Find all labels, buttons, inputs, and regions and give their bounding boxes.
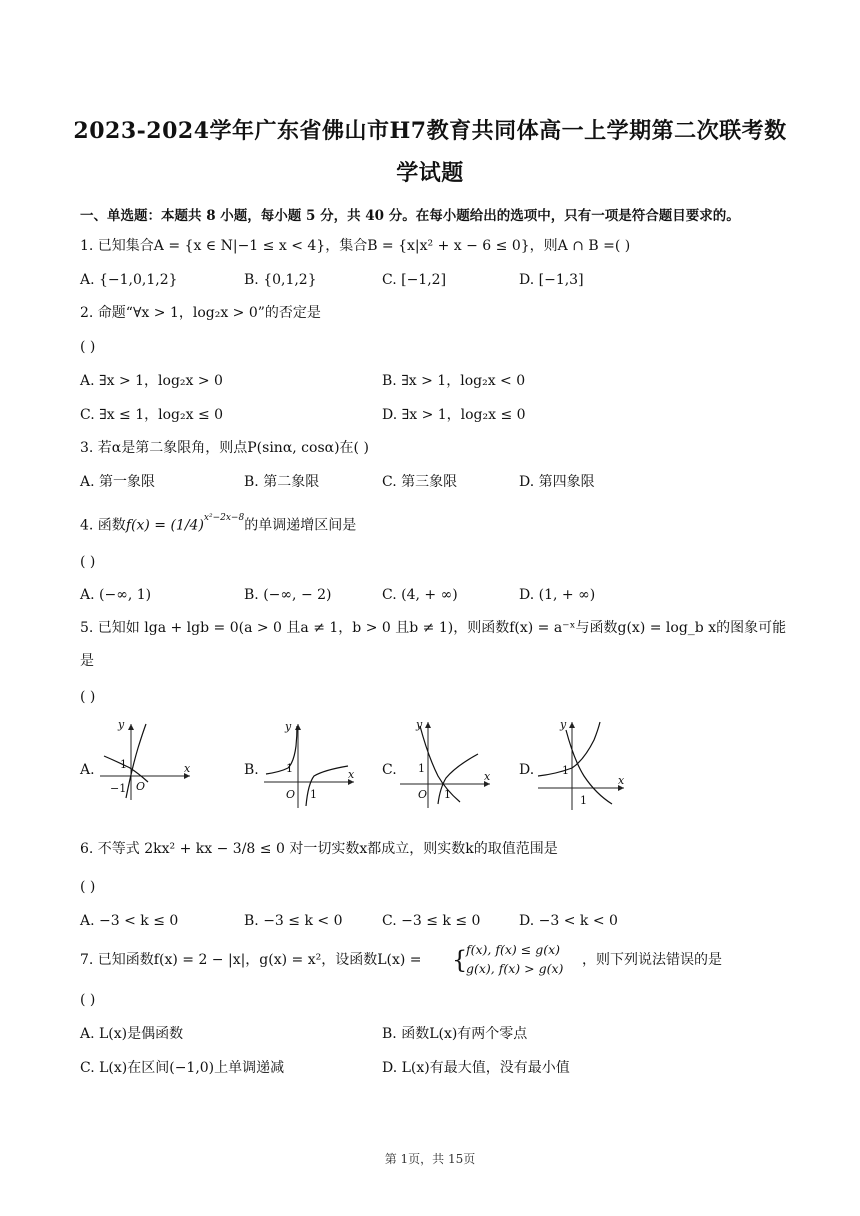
q6-option-a: A. −3 < k ≤ 0 bbox=[80, 913, 179, 929]
q4-paren: ( ) bbox=[80, 554, 96, 570]
doc-title-line2: 学试题 bbox=[396, 160, 464, 186]
q7-paren: ( ) bbox=[80, 992, 96, 1008]
graph-b-y-label: y bbox=[285, 720, 292, 733]
question-4-stem bbox=[80, 512, 356, 536]
question-3-stem: 3. 若α是第二象限角，则点P(sinα, cosα)在( ) bbox=[80, 440, 369, 456]
graph-a-y-label: y bbox=[118, 718, 125, 731]
q1-option-a: A. {−1,0,1,2} bbox=[80, 272, 178, 288]
q5-graph-a bbox=[96, 718, 196, 802]
q4-option-b: B. (−∞, − 2) bbox=[244, 587, 332, 603]
q3-option-b: B. 第二象限 bbox=[244, 474, 320, 490]
graph-c-x-label: x bbox=[484, 770, 491, 783]
q4-stem-suffix: 的单调递增区间是 bbox=[244, 517, 357, 534]
q7-brace: { bbox=[452, 946, 468, 974]
q7-stem-suffix: ，则下列说法错误的是 bbox=[582, 952, 722, 968]
q7-option-b: B. 函数L(x)有两个零点 bbox=[382, 1026, 528, 1042]
graph-c-one: 1 bbox=[418, 762, 425, 775]
question-5-stem: 5. 已知如 lga + lgb = 0(a > 0 且a ≠ 1，b > 0 且b ≠ 1)，则函数f(x) = a⁻ˣ与函数g(x) = log_b x的图象可能 bbox=[80, 620, 787, 636]
q5-option-d: D. bbox=[519, 762, 535, 778]
q5-option-b: B. bbox=[244, 762, 259, 778]
question-2-stem: 2. 命题“∀x > 1，log₂x > 0”的否定是 bbox=[80, 305, 321, 321]
graph-b-origin: O bbox=[286, 788, 296, 801]
q4-stem-prefix: 4. 函数 bbox=[80, 517, 126, 534]
q1-option-d: D. [−1,3] bbox=[519, 272, 584, 288]
q2-option-d: D. ∃x > 1，log₂x ≤ 0 bbox=[382, 407, 526, 423]
q2-option-a: A. ∃x > 1，log₂x > 0 bbox=[80, 373, 223, 389]
question-6-stem: 6. 不等式 2kx² + kx − 3/8 ≤ 0 对一切实数x都成立，则实数k的取值范围是 bbox=[80, 841, 558, 857]
q4-exponent: x²−2x−8 bbox=[203, 513, 245, 523]
q2-paren: ( ) bbox=[80, 339, 96, 355]
graph-a-neg-one: −1 bbox=[110, 782, 127, 795]
q7-piece-2: g(x), f(x) > g(x) bbox=[466, 961, 564, 976]
q7-option-c: C. L(x)在区间(−1,0)上单调递减 bbox=[80, 1060, 285, 1076]
graph-c-y-label: y bbox=[416, 718, 423, 731]
section-heading: 一、单选题：本题共 8 小题，每小题 5 分，共 40 分。在每小题给出的选项中，只有一项是符合题目要求的。 bbox=[80, 208, 740, 224]
q7-option-d: D. L(x)有最大值，没有最小值 bbox=[382, 1060, 570, 1076]
q3-option-d: D. 第四象限 bbox=[519, 474, 595, 490]
q6-option-b: B. −3 ≤ k < 0 bbox=[244, 913, 343, 929]
q2-option-c: C. ∃x ≤ 1，log₂x ≤ 0 bbox=[80, 407, 224, 423]
q7-piece-1: f(x), f(x) ≤ g(x) bbox=[466, 942, 561, 957]
q5-graph-d bbox=[536, 716, 628, 812]
graph-a-x-label: x bbox=[184, 762, 191, 775]
graph-c-x-one: 1 bbox=[444, 788, 451, 801]
q1-option-b: B. {0,1,2} bbox=[244, 272, 317, 288]
doc-title-line1: 2023-2024学年广东省佛山市H7教育共同体高一上学期第二次联考数 bbox=[73, 118, 787, 144]
q3-option-a: A. 第一象限 bbox=[80, 474, 156, 490]
graph-d-y-label: y bbox=[560, 718, 567, 731]
q5-graph-c bbox=[398, 716, 498, 810]
q5-option-a: A. bbox=[80, 762, 95, 778]
graph-b-one: 1 bbox=[286, 762, 293, 775]
q2-option-b: B. ∃x > 1，log₂x < 0 bbox=[382, 373, 526, 389]
graph-a-origin: O bbox=[136, 780, 146, 793]
graph-b-x-one: 1 bbox=[310, 788, 317, 801]
graph-a-one: 1 bbox=[120, 758, 127, 771]
graph-d-one: 1 bbox=[562, 764, 569, 777]
q7-option-a: A. L(x)是偶函数 bbox=[80, 1026, 184, 1042]
q6-paren: ( ) bbox=[80, 879, 96, 895]
question-5-stem-cont: 是 bbox=[80, 653, 94, 669]
q6-option-d: D. −3 < k < 0 bbox=[519, 913, 618, 929]
q4-function: f(x) = (1/4) bbox=[125, 517, 204, 534]
graph-b-x-label: x bbox=[348, 768, 355, 781]
question-7-stem: 7. 已知函数f(x) = 2 − |x|，g(x) = x²，设函数L(x) = bbox=[80, 952, 422, 968]
q5-paren: ( ) bbox=[80, 689, 96, 705]
q6-option-c: C. −3 ≤ k ≤ 0 bbox=[382, 913, 481, 929]
q4-option-d: D. (1, + ∞) bbox=[519, 587, 596, 603]
q7-piecewise bbox=[466, 940, 563, 978]
graph-c-origin: O bbox=[418, 788, 428, 801]
page-footer: 第 1页，共 15页 bbox=[384, 1152, 476, 1166]
graph-d-x-label: x bbox=[618, 774, 625, 787]
q3-option-c: C. 第三象限 bbox=[382, 474, 458, 490]
graph-d-x-one: 1 bbox=[580, 794, 587, 807]
q1-option-c: C. [−1,2] bbox=[382, 272, 447, 288]
q4-option-a: A. (−∞, 1) bbox=[80, 587, 152, 603]
question-1-stem: 1. 已知集合A = {x ∈ N|−1 ≤ x < 4}，集合B = {x|x² + x − 6 ≤ 0}，则A ∩ B =( ) bbox=[80, 238, 631, 254]
q4-option-c: C. (4, + ∞) bbox=[382, 587, 458, 603]
q5-graph-b bbox=[262, 718, 362, 810]
q5-option-c: C. bbox=[382, 762, 397, 778]
